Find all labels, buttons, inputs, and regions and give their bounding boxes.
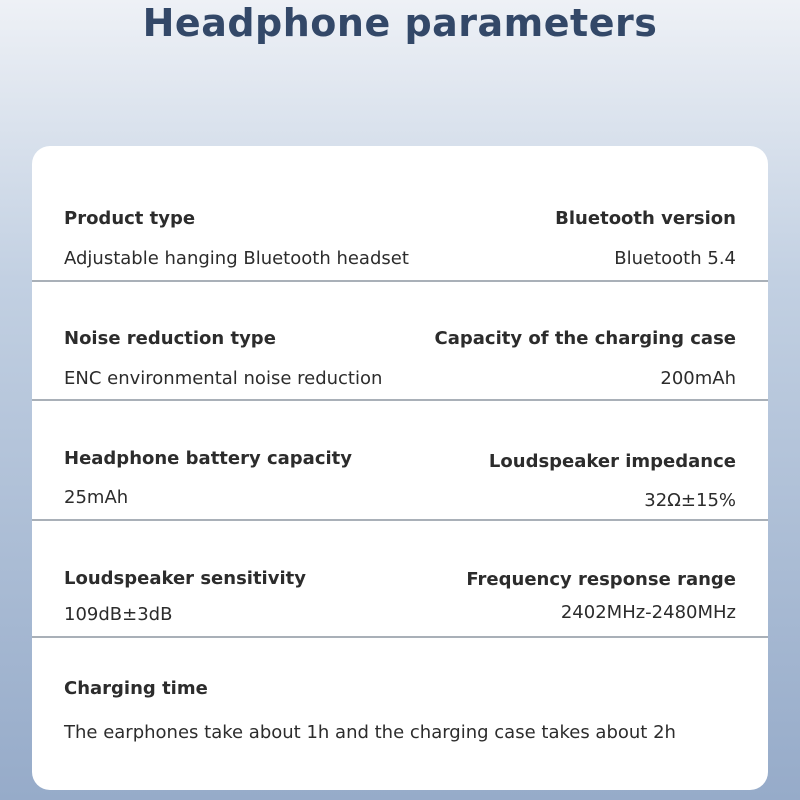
charging-time-label: Charging time bbox=[64, 678, 208, 699]
row-divider bbox=[32, 519, 768, 521]
charging-case-capacity-label: Capacity of the charging case bbox=[434, 328, 736, 349]
frequency-response-range-value: 2402MHz-2480MHz bbox=[560, 602, 736, 623]
bluetooth-version-label: Bluetooth version bbox=[555, 208, 736, 229]
loudspeaker-impedance-label: Loudspeaker impedance bbox=[488, 451, 736, 472]
product-type-value: Adjustable hanging Bluetooth headset bbox=[64, 248, 409, 269]
loudspeaker-sensitivity-label: Loudspeaker sensitivity bbox=[64, 568, 306, 589]
page-title: Headphone parameters bbox=[142, 1, 658, 45]
product-type-label: Product type bbox=[64, 208, 196, 229]
row-divider bbox=[32, 636, 768, 638]
parameters-card bbox=[32, 146, 768, 790]
frequency-response-range-label: Frequency response range bbox=[466, 569, 736, 590]
loudspeaker-sensitivity-value: 109dB±3dB bbox=[64, 604, 173, 625]
row-divider bbox=[32, 399, 768, 401]
headphone-battery-capacity-label: Headphone battery capacity bbox=[64, 448, 353, 469]
charging-case-capacity-value: 200mAh bbox=[660, 368, 736, 389]
bluetooth-version-value: Bluetooth 5.4 bbox=[614, 248, 736, 269]
noise-reduction-type-label: Noise reduction type bbox=[64, 328, 276, 349]
row-divider bbox=[32, 280, 768, 282]
noise-reduction-type-value: ENC environmental noise reduction bbox=[64, 368, 383, 389]
headphone-battery-capacity-value: 25mAh bbox=[64, 487, 129, 508]
charging-time-value: The earphones take about 1h and the charging case takes about 2h bbox=[64, 722, 676, 743]
loudspeaker-impedance-value: 32Ω±15% bbox=[644, 490, 736, 511]
